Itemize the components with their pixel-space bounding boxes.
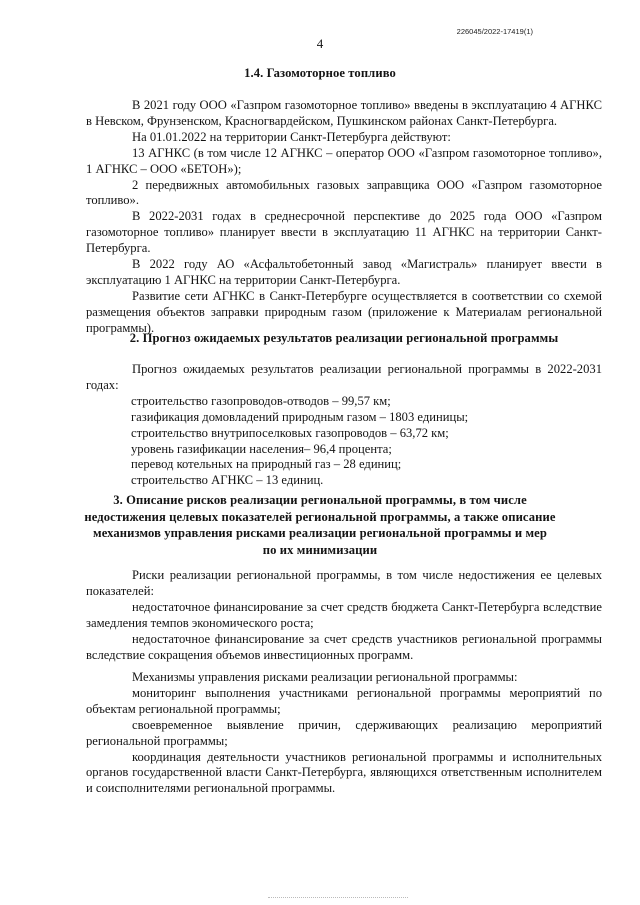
paragraph: своевременное выявление причин, сдерживающих реализацию мероприятий региональной программы;	[86, 717, 602, 748]
section-1-4-title: 1.4. Газомоторное топливо	[244, 66, 396, 80]
section-3-title	[0, 492, 640, 558]
paragraph: недостаточное финансирование за счет средств участников региональной программы вследствие сокращения объемов инвестиционных программ.	[86, 631, 602, 662]
document-number: 226045/2022-17419(1)	[456, 27, 533, 36]
results-list	[86, 394, 602, 489]
paragraph: 13 АГНКС (в том числе 12 АГНКС – оператор ООО «Газпром газомоторное топливо», 1 АГНКС – ООО «БЕТОН»);	[86, 145, 602, 176]
paragraph: В 2021 году ООО «Газпром газомоторное топливо» введены в эксплуатацию 4 АГНКС в Невском, Фрунзенском, Красногвардейском, Пушкинском районах Санкт-Петербурга.	[86, 98, 602, 128]
list-item: строительство АГНКС – 13 единиц.	[131, 473, 324, 488]
list-item: газификация домовладений природным газом – 1803 единицы;	[131, 409, 469, 424]
paragraph: В 2022-2031 годах в среднесрочной перспективе до 2025 года ООО «Газпром газомоторное топливо» планирует ввести в эксплуатацию 11 АГНКС на территории Санкт-Петербурга.	[86, 209, 602, 256]
paragraph: координация деятельности участников региональной программы и исполнительных органов государственной власти Санкт-Петербурга, являющихся ответственным исполнителем и соисполнителями региональной программы.	[86, 749, 602, 796]
paragraph: 2 передвижных автомобильных газовых заправщика ООО «Газпром газомоторное топливо».	[86, 177, 602, 208]
paragraph: мониторинг выполнения участниками региональной программы мероприятий по объектам региональной программы;	[86, 685, 602, 716]
paragraph: В 2022 году АО «Асфальтобетонный завод «Магистраль» планирует ввести в эксплуатацию 1 АГНКС на территории Санкт-Петербурга.	[86, 257, 602, 287]
section-2-title: 2. Прогноз ожидаемых результатов реализации региональной программы	[129, 331, 559, 345]
section-3-title-line: механизмов управления рисками реализации региональной программы и мер	[93, 526, 547, 540]
paragraph: Развитие сети АГНКС в Санкт-Петербурге осуществляется в соответствии со схемой размещения объектов заправки природным газом (приложение к Материалам региональной программы).	[86, 288, 602, 335]
section-2-body	[86, 362, 602, 489]
paragraph: Механизмы управления рисками реализации региональной программы:	[132, 670, 518, 684]
paragraph: Риски реализации региональной программы, в том числе недостижения ее целевых показателей:	[86, 568, 602, 598]
risks-block	[86, 568, 602, 663]
list-item: уровень газификации населения– 96,4 процента;	[131, 441, 392, 456]
mechanisms-block	[86, 670, 602, 797]
scan-artifact-line	[268, 897, 408, 899]
paragraph: недостаточное финансирование за счет средств бюджета Санкт-Петербурга вследствие замедления темпов экономического роста;	[86, 599, 602, 630]
section-3-title-line: 3. Описание рисков реализации региональной программы, в том числе	[113, 493, 527, 507]
list-item: перевод котельных на природный газ – 28 единиц;	[131, 457, 402, 472]
section-3-title-line: по их минимизации	[262, 542, 378, 557]
list-item: строительство внутрипоселковых газопроводов – 63,72 км;	[131, 425, 449, 440]
list-item: строительство газопроводов-отводов – 99,57 км;	[131, 393, 391, 408]
paragraph: Прогноз ожидаемых результатов реализации региональной программы в 2022-2031 годах:	[86, 362, 602, 392]
paragraph: На 01.01.2022 на территории Санкт-Петербурга действуют:	[132, 129, 451, 144]
section-3-title-line: недостижения целевых показателей региональной программы, а также описание	[84, 509, 556, 524]
section-1-4-body	[86, 98, 602, 337]
page-number: 4	[316, 36, 324, 51]
